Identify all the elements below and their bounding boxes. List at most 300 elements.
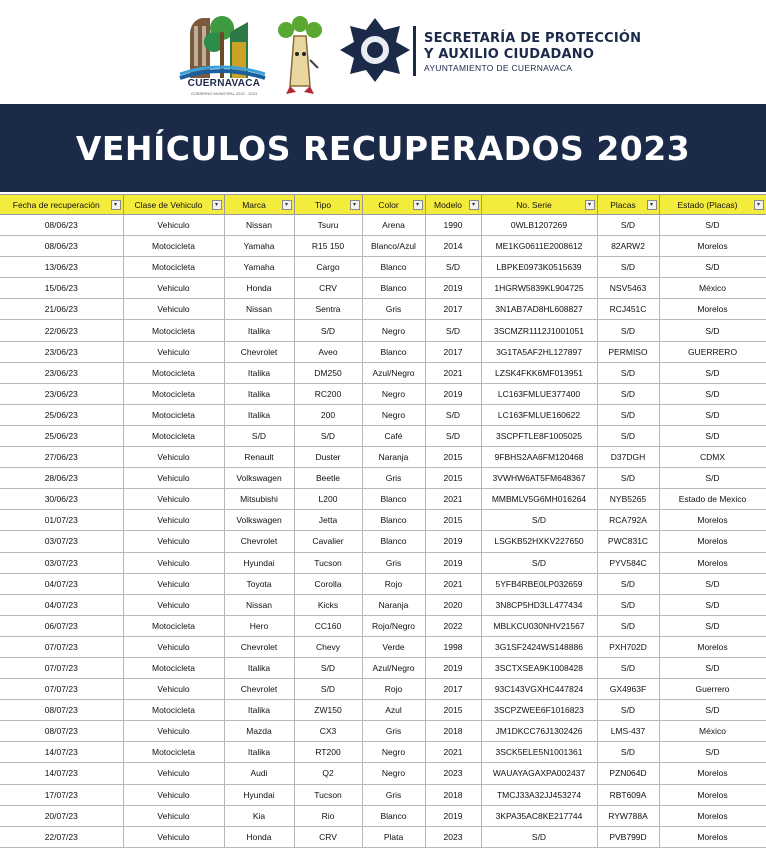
table-cell: Hyundai [224,784,294,805]
table-cell: 2019 [425,278,481,299]
table-header-row [0,195,766,215]
table-row [0,362,766,383]
table-cell: Vehiculo [123,510,224,531]
table-cell: S/D [597,573,659,594]
table-cell: S/D [425,320,481,341]
table-cell: Rojo [362,573,425,594]
table-cell: 1998 [425,636,481,657]
table-cell: Blanco [362,278,425,299]
table-cell: Mitsubishi [224,489,294,510]
table-row [0,278,766,299]
table-cell: Italika [224,383,294,404]
table-cell: Estado de Mexico [659,489,766,510]
table-cell: S/D [294,657,362,678]
table-cell: Motocicleta [123,425,224,446]
table-cell: Blanco [362,510,425,531]
table-cell: Italika [224,742,294,763]
table-cell: Aveo [294,341,362,362]
table-cell: RBT609A [597,784,659,805]
table-row [0,615,766,636]
table-row [0,552,766,573]
table-cell: S/D [659,573,766,594]
table-cell: PZN064D [597,763,659,784]
table-cell: 3SCPZWEE6F1016823 [481,700,597,721]
table-cell: Sentra [294,299,362,320]
table-cell: Motocicleta [123,615,224,636]
table-cell: NSV5463 [597,278,659,299]
table-cell: 2021 [425,489,481,510]
table-cell: Kicks [294,594,362,615]
table-row [0,425,766,446]
table-row [0,320,766,341]
table-cell: Motocicleta [123,236,224,257]
table-cell: LC163FMLUE160622 [481,404,597,425]
police-badge-icon [338,16,412,82]
table-row [0,679,766,700]
table-cell: Beetle [294,468,362,489]
filter-dropdown-icon[interactable]: ▾ [585,200,595,210]
table-cell: CDMX [659,447,766,468]
table-cell: Audi [224,763,294,784]
secretaria-line-3: AYUNTAMIENTO DE CUERNAVACA [424,63,573,73]
table-cell: Blanco [362,805,425,826]
table-cell: S/D [659,594,766,615]
table-cell: 3SCK5ELE5N1001361 [481,742,597,763]
table-cell: Renault [224,447,294,468]
table-cell: Volkswagen [224,510,294,531]
table-cell: 23/06/23 [0,383,123,404]
table-row [0,742,766,763]
table-cell: 08/06/23 [0,236,123,257]
table-row [0,636,766,657]
table-cell: 2021 [425,362,481,383]
table-cell: Tucson [294,552,362,573]
table-cell: 3SCMZR1112J1001051 [481,320,597,341]
table-cell: 3G1SF2424WS148886 [481,636,597,657]
table-cell: 27/06/23 [0,447,123,468]
table-cell: 08/07/23 [0,700,123,721]
table-cell: LBPKE0973K0515639 [481,257,597,278]
filter-dropdown-icon[interactable]: ▾ [754,200,764,210]
table-cell: RYW788A [597,805,659,826]
table-cell: 2022 [425,615,481,636]
table-cell: 2017 [425,341,481,362]
table-cell: Motocicleta [123,320,224,341]
table-cell: S/D [659,383,766,404]
table-cell: S/D [597,257,659,278]
table-cell: MMBMLV5G6MH016264 [481,489,597,510]
table-cell: 2017 [425,299,481,320]
table-cell: Morelos [659,636,766,657]
table-cell: Azul/Negro [362,362,425,383]
table-cell: S/D [425,404,481,425]
table-cell: Morelos [659,552,766,573]
table-cell: 3SCPFTLE8F1005025 [481,425,597,446]
table-cell: Vehiculo [123,215,224,236]
table-cell: 1HGRW5839KL904725 [481,278,597,299]
table-cell: 28/06/23 [0,468,123,489]
page-header [0,0,766,104]
table-cell: PWC831C [597,531,659,552]
table-cell: 2019 [425,657,481,678]
table-cell: 2015 [425,468,481,489]
filter-dropdown-icon[interactable]: ▾ [413,200,423,210]
table-cell: Toyota [224,573,294,594]
table-cell: 08/07/23 [0,721,123,742]
table-cell: PYV584C [597,552,659,573]
table-cell: Motocicleta [123,657,224,678]
table-cell: 23/06/23 [0,341,123,362]
table-cell: S/D [597,594,659,615]
table-cell: S/D [659,215,766,236]
table-cell: S/D [597,383,659,404]
table-cell: 2019 [425,805,481,826]
table-cell: 22/06/23 [0,320,123,341]
column-header-label: Clase de Vehiculo [134,199,203,210]
table-cell: 2015 [425,510,481,531]
table-cell: 3N1AB7AD8HL608827 [481,299,597,320]
table-cell: S/D [659,425,766,446]
table-row [0,784,766,805]
filter-dropdown-icon[interactable]: ▾ [647,200,657,210]
table-cell: Motocicleta [123,257,224,278]
table-cell: Hero [224,615,294,636]
table-row [0,468,766,489]
table-cell: Morelos [659,510,766,531]
table-cell: S/D [597,404,659,425]
table-cell: GX4963F [597,679,659,700]
table-cell: Q2 [294,763,362,784]
header-separator [413,26,416,76]
table-cell: Cavalier [294,531,362,552]
table-cell: NYB5265 [597,489,659,510]
table-cell: 2023 [425,826,481,847]
table-cell: Negro [362,320,425,341]
table-cell: 2018 [425,784,481,805]
table-cell: ME1KG0611E2008612 [481,236,597,257]
table-cell: 93C143VGXHC447824 [481,679,597,700]
table-cell: CRV [294,278,362,299]
table-cell: Italika [224,700,294,721]
table-cell: 25/06/23 [0,425,123,446]
table-cell: S/D [659,257,766,278]
table-cell: Vehiculo [123,489,224,510]
table-cell: 13/06/23 [0,257,123,278]
table-cell: 07/07/23 [0,679,123,700]
cuernavaca-logo-subtext: GOBIERNO MUNICIPAL 2022 - 2024 [190,91,258,96]
table-row [0,236,766,257]
table-cell: S/D [659,615,766,636]
table-cell: Vehiculo [123,447,224,468]
table-cell: Yamaha [224,257,294,278]
table-cell: Vehiculo [123,531,224,552]
table-cell: Vehiculo [123,636,224,657]
table-cell: Jetta [294,510,362,531]
table-cell: 04/07/23 [0,573,123,594]
table-cell: S/D [481,552,597,573]
table-cell: Motocicleta [123,700,224,721]
table-cell: 2017 [425,679,481,700]
table-cell: Vehiculo [123,278,224,299]
table-cell: Vehiculo [123,826,224,847]
table-cell: CRV [294,826,362,847]
table-cell: S/D [597,615,659,636]
table-cell: Morelos [659,531,766,552]
table-row [0,215,766,236]
table-cell: 2020 [425,594,481,615]
table-cell: Morelos [659,826,766,847]
table-cell: Azul/Negro [362,657,425,678]
table-cell: Gris [362,468,425,489]
table-cell: 200 [294,404,362,425]
table-cell: Naranja [362,594,425,615]
table-cell: S/D [425,425,481,446]
table-row [0,404,766,425]
table-cell: Italika [224,362,294,383]
table-cell: S/D [659,700,766,721]
table-cell: Motocicleta [123,362,224,383]
table-cell: Chevrolet [224,679,294,700]
table-cell: Nissan [224,215,294,236]
table-cell: Vehiculo [123,341,224,362]
table-cell: Duster [294,447,362,468]
table-cell: Gris [362,784,425,805]
table-cell: LSGKB52HXKV227650 [481,531,597,552]
table-cell: 2014 [425,236,481,257]
table-cell: RCJ451C [597,299,659,320]
table-row [0,763,766,784]
table-cell: S/D [597,320,659,341]
table-cell: Gris [362,552,425,573]
column-header [481,195,597,215]
table-cell: JM1DKCC76J1302426 [481,721,597,742]
table-cell: 21/06/23 [0,299,123,320]
table-cell: 25/06/23 [0,404,123,425]
table-cell: 3G1TA5AF2HL127897 [481,341,597,362]
table-cell: Vehiculo [123,721,224,742]
table-cell: Rojo [362,679,425,700]
table-cell: 3SCTXSEA9K1008428 [481,657,597,678]
table-cell: 20/07/23 [0,805,123,826]
table-cell: 30/06/23 [0,489,123,510]
table-cell: CC160 [294,615,362,636]
table-cell: L200 [294,489,362,510]
column-header-label: Estado (Placas) [677,199,738,210]
vehicles-table [0,194,766,848]
column-header [123,195,224,215]
table-cell: S/D [224,425,294,446]
table-cell: Negro [362,404,425,425]
table-cell: D37DGH [597,447,659,468]
table-cell: Nissan [224,594,294,615]
column-header-label: Modelo [434,199,462,210]
column-header [362,195,425,215]
column-header-label: Placas [610,199,636,210]
table-cell: Negro [362,383,425,404]
table-cell: S/D [597,215,659,236]
table-cell: S/D [659,657,766,678]
table-cell: Tsuru [294,215,362,236]
title-banner [0,104,766,192]
table-cell: Blanco [362,257,425,278]
table-cell: Vehiculo [123,573,224,594]
table-cell: 03/07/23 [0,552,123,573]
filter-dropdown-icon[interactable]: ▾ [469,200,479,210]
table-cell: S/D [294,320,362,341]
secretaria-line-2: Y AUXILIO CIUDADANO [424,47,595,62]
table-row [0,299,766,320]
column-header-label: Marca [242,199,266,210]
table-cell: WAUAYAGAXPA002437 [481,763,597,784]
table-cell: Rio [294,805,362,826]
table-row [0,573,766,594]
table-cell: Kia [224,805,294,826]
table-cell: Italika [224,320,294,341]
table-cell: MBLKCU030NHV21567 [481,615,597,636]
table-cell: 2019 [425,383,481,404]
table-row [0,594,766,615]
table-row [0,531,766,552]
table-cell: S/D [294,425,362,446]
table-cell: 2015 [425,700,481,721]
table-row [0,489,766,510]
filter-dropdown-icon[interactable]: ▾ [212,200,222,210]
table-cell: S/D [425,257,481,278]
cuernavaca-logo-text: CUERNAVACA [187,78,261,89]
table-cell: Honda [224,278,294,299]
table-cell: México [659,721,766,742]
table-cell: 04/07/23 [0,594,123,615]
table-cell: Chevrolet [224,341,294,362]
table-cell: Vehiculo [123,594,224,615]
table-cell: Yamaha [224,236,294,257]
table-cell: México [659,278,766,299]
table-cell: Blanco [362,531,425,552]
table-cell: 2015 [425,447,481,468]
column-header [0,195,123,215]
table-cell: 23/06/23 [0,362,123,383]
filter-dropdown-icon[interactable]: ▾ [111,200,121,210]
table-cell: Cargo [294,257,362,278]
table-cell: Vehiculo [123,679,224,700]
table-cell: Naranja [362,447,425,468]
table-cell: Rojo/Negro [362,615,425,636]
table-cell: 22/07/23 [0,826,123,847]
table-cell: Guerrero [659,679,766,700]
table-cell: Verde [362,636,425,657]
table-cell: S/D [597,742,659,763]
table-cell: 17/07/23 [0,784,123,805]
table-cell: Nissan [224,299,294,320]
table-row [0,700,766,721]
table-cell: Chevy [294,636,362,657]
table-cell: Corolla [294,573,362,594]
table-cell: RCA792A [597,510,659,531]
table-cell: 2018 [425,721,481,742]
table-cell: Blanco [362,489,425,510]
table-cell: 3N8CP5HD3LL477434 [481,594,597,615]
table-cell: Azul [362,700,425,721]
table-cell: S/D [597,700,659,721]
table-cell: PVB799D [597,826,659,847]
table-cell: Gris [362,721,425,742]
column-header [597,195,659,215]
table-cell: Vehiculo [123,552,224,573]
table-cell: Arena [362,215,425,236]
table-cell: Vehiculo [123,805,224,826]
table-cell: Italika [224,404,294,425]
table-cell: 03/07/23 [0,531,123,552]
table-cell: Volkswagen [224,468,294,489]
table-cell: RT200 [294,742,362,763]
table-cell: CX3 [294,721,362,742]
table-row [0,383,766,404]
table-cell: S/D [481,826,597,847]
table-cell: DM250 [294,362,362,383]
table-cell: Vehiculo [123,299,224,320]
column-header-label: Tipo [314,199,332,210]
column-header [224,195,294,215]
table-cell: Italika [224,657,294,678]
table-cell: Mazda [224,721,294,742]
table-row [0,826,766,847]
table-cell: PXH702D [597,636,659,657]
table-cell: ZW150 [294,700,362,721]
table-cell: S/D [597,362,659,383]
table-cell: Chevrolet [224,531,294,552]
filter-dropdown-icon[interactable]: ▾ [282,200,292,210]
table-cell: 9FBHS2AA6FM120468 [481,447,597,468]
table-row [0,721,766,742]
table-cell: Negro [362,763,425,784]
secretaria-heading [424,31,641,74]
table-cell: Tucson [294,784,362,805]
page-title: VEHÍCULOS RECUPERADOS 2023 [75,128,691,168]
table-row [0,510,766,531]
table-cell: 06/07/23 [0,615,123,636]
table-cell: 14/07/23 [0,763,123,784]
table-cell: Blanco/Azul [362,236,425,257]
table-cell: Morelos [659,299,766,320]
column-header-label: Fecha de recuperación [12,199,100,210]
table-cell: S/D [659,468,766,489]
table-cell: 3VWHW6AT5FM648367 [481,468,597,489]
table-cell: Morelos [659,805,766,826]
table-cell: 01/07/23 [0,510,123,531]
table-cell: 82ARW2 [597,236,659,257]
table-cell: LZSK4FKK6MF013951 [481,362,597,383]
table-cell: TMCJ33A32JJ453274 [481,784,597,805]
table-cell: Blanco [362,341,425,362]
column-header [659,195,766,215]
table-cell: 2019 [425,531,481,552]
table-cell: Negro [362,742,425,763]
table-cell: Vehiculo [123,763,224,784]
table-cell: 3KPA35AC8KE217744 [481,805,597,826]
table-cell: Café [362,425,425,446]
filter-dropdown-icon[interactable]: ▾ [350,200,360,210]
table-cell: Plata [362,826,425,847]
table-cell: LMS-437 [597,721,659,742]
table-cell: GUERRERO [659,341,766,362]
table-cell: Honda [224,826,294,847]
column-header [294,195,362,215]
table-cell: S/D [294,679,362,700]
table-row [0,341,766,362]
secretaria-line-1: SECRETARÍA DE PROTECCIÓN [424,31,642,46]
table-cell: Hyundai [224,552,294,573]
table-cell: S/D [659,362,766,383]
